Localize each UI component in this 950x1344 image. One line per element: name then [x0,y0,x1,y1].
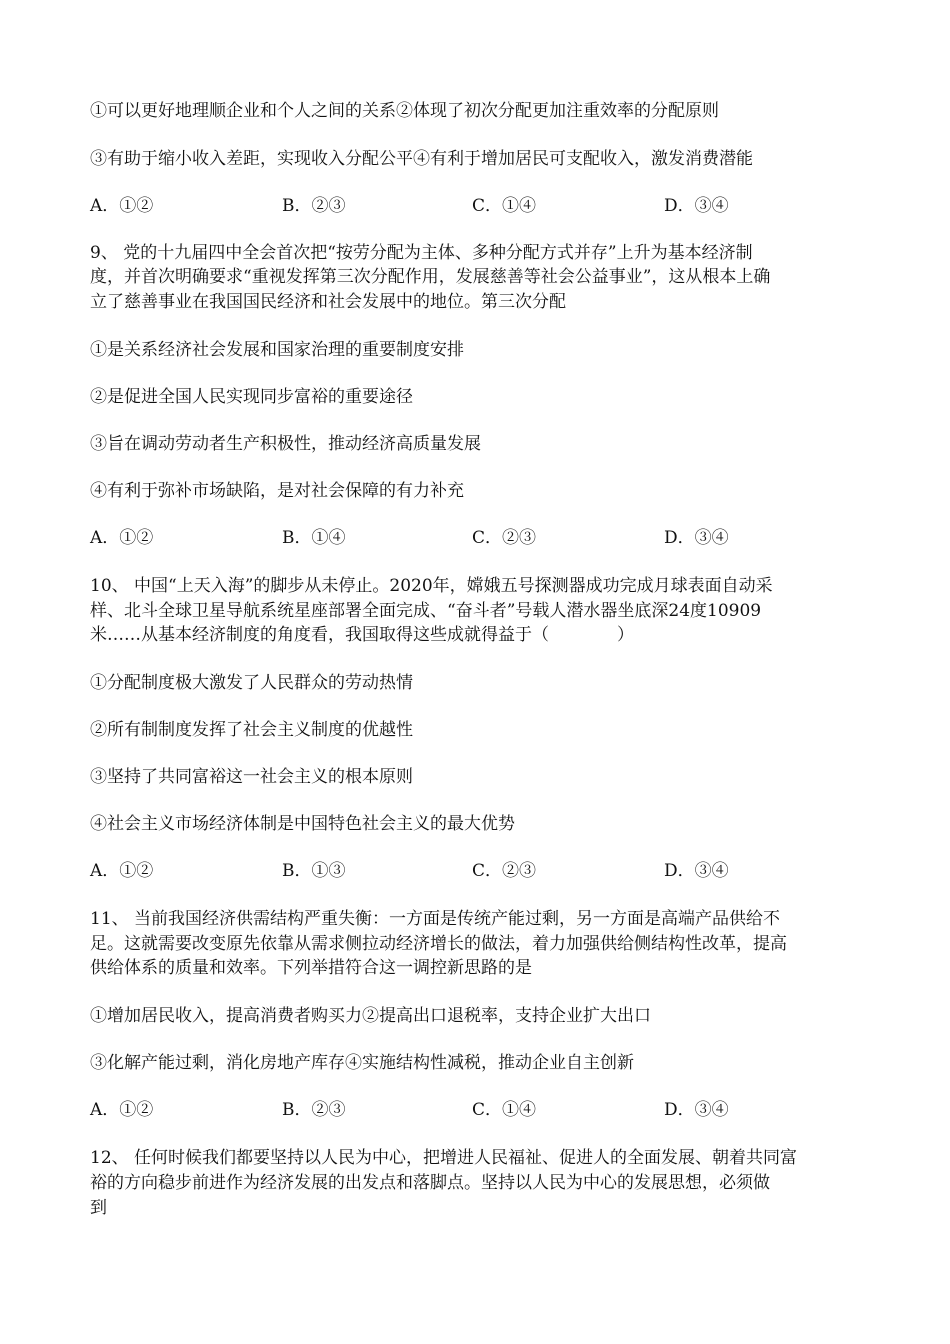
q8-item-3-4: ③有助于缩小收入差距，实现收入分配公平④有利于增加居民可支配收入，激发消费潜能 [90,149,753,169]
q8-option-c: C．①④ [472,196,537,216]
q10-item-1: ①分配制度极大激发了人民群众的劳动热情 [90,673,413,693]
q11-option-b: B．②③ [282,1100,346,1120]
q9-stem-line-3: 立了慈善事业在我国国民经济和社会发展中的地位。第三次分配 [90,292,566,312]
q11-option-a: A．①② [90,1100,154,1120]
q8-option-d: D．③④ [664,196,729,216]
q9-options [90,527,870,550]
q9-option-a: A．①② [90,528,154,548]
q12-stem-line-2: 裕的方向稳步前进作为经济发展的出发点和落脚点。坚持以人民为中心的发展思想，必须做 [90,1173,770,1193]
q10-option-c: C．②③ [472,861,537,881]
q11-stem-line-2: 足。这就需要改变原先依靠从需求侧拉动经济增长的做法，着力加强供给侧结构性改革，提高 [90,934,787,954]
q8-options [90,195,870,218]
q12-stem-line-1: 12、 任何时候我们都要坚持以人民为中心，把增进人民福祉、促进人的全面发展、朝着共同富 [90,1148,798,1168]
q9-option-c: C．②③ [472,528,537,548]
q10-stem-line-2: 样、北斗全球卫星导航系统星座部署全面完成、“奋斗者”号载人潜水器坐底深24度10909 [90,601,762,621]
q8-option-b: B．②③ [282,196,346,216]
q11-option-c: C．①④ [472,1100,537,1120]
q11-item-3-4: ③化解产能过剩，消化房地产库存④实施结构性减税，推动企业自主创新 [90,1053,634,1073]
q10-item-3: ③坚持了共同富裕这一社会主义的根本原则 [90,767,413,787]
q10-options [90,860,870,883]
q12-stem-line-3: 到 [90,1198,107,1218]
q9-item-4: ④有利于弥补市场缺陷，是对社会保障的有力补充 [90,481,464,501]
q9-item-2: ②是促进全国人民实现同步富裕的重要途径 [90,387,413,407]
q11-stem-line-1: 11、 当前我国经济供需结构严重失衡：一方面是传统产能过剩，另一方面是高端产品供给不 [90,909,781,929]
q10-option-d: D．③④ [664,861,729,881]
q10-stem-line-3: 米……从基本经济制度的角度看，我国取得这些成就得益于（ ） [90,625,634,645]
q10-item-2: ②所有制制度发挥了社会主义制度的优越性 [90,720,413,740]
q11-item-1-2: ①增加居民收入，提高消费者购买力②提高出口退税率，支持企业扩大出口 [90,1006,651,1026]
q10-option-a: A．①② [90,861,154,881]
q11-options [90,1099,870,1122]
q9-stem-line-1: 9、 党的十九届四中全会首次把“按劳分配为主体、多种分配方式并存”上升为基本经济制 [90,243,753,263]
q9-stem-line-2: 度，并首次明确要求“重视发挥第三次分配作用，发展慈善等社会公益事业”，这从根本上确 [90,267,771,287]
q11-stem-line-3: 供给体系的质量和效率。下列举措符合这一调控新思路的是 [90,958,532,978]
q11-option-d: D．③④ [664,1100,729,1120]
q10-stem-line-1: 10、 中国“上天入海”的脚步从未停止。2020年，嫦娥五号探测器成功完成月球表面自动采 [90,576,773,596]
q9-option-b: B．①④ [282,528,346,548]
q9-item-3: ③旨在调动劳动者生产积极性，推动经济高质量发展 [90,434,481,454]
q9-item-1: ①是关系经济社会发展和国家治理的重要制度安排 [90,340,464,360]
q10-option-b: B．①③ [282,861,346,881]
q8-item-1-2: ①可以更好地理顺企业和个人之间的关系②体现了初次分配更加注重效率的分配原则 [90,101,719,121]
q10-item-4: ④社会主义市场经济体制是中国特色社会主义的最大优势 [90,814,515,834]
q8-option-a: A．①② [90,196,154,216]
q9-option-d: D．③④ [664,528,729,548]
